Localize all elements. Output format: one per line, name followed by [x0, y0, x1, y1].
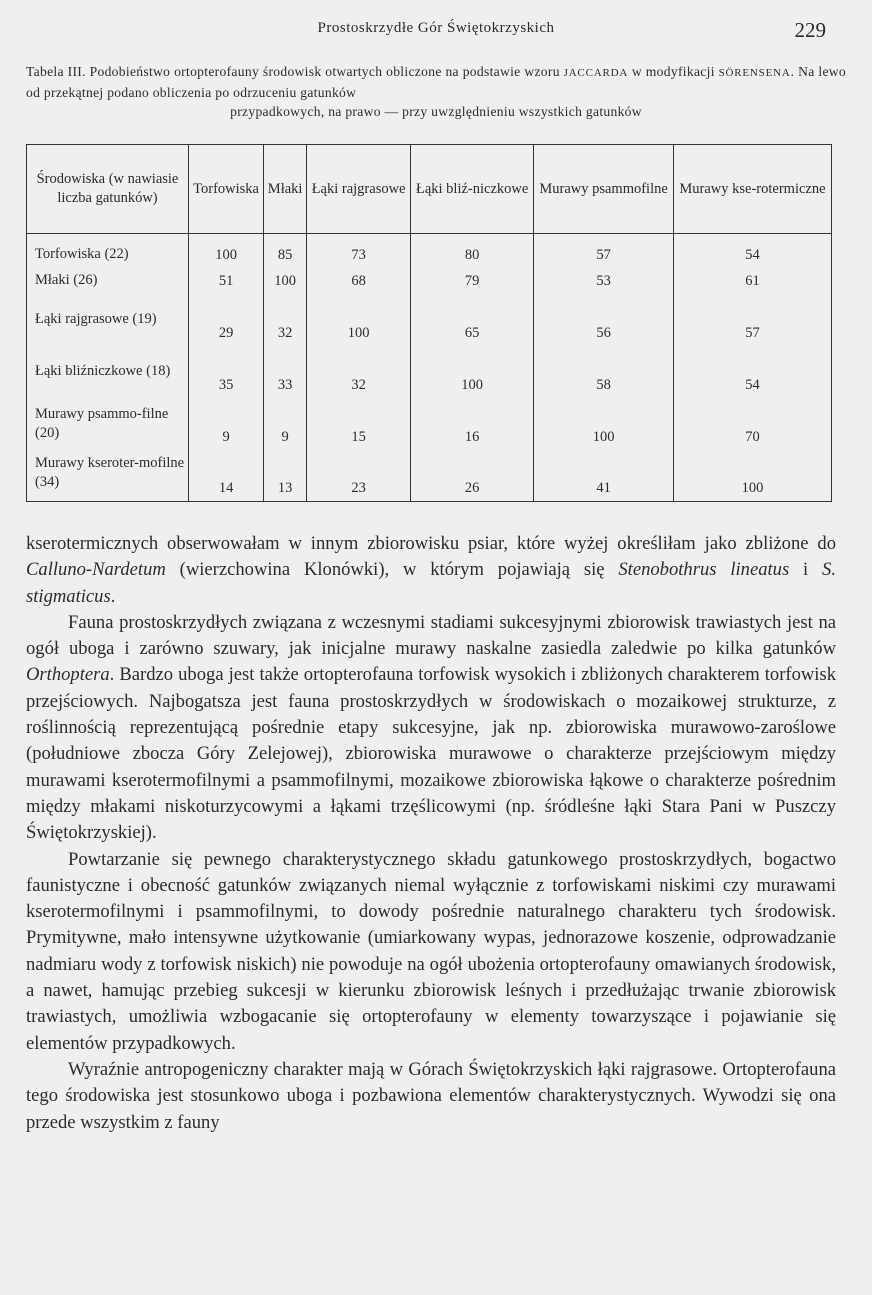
table-cell: 100 — [264, 268, 307, 294]
table-cell: 35 — [189, 346, 264, 398]
table-cell: 16 — [411, 398, 534, 450]
table-cell: 14 — [189, 450, 264, 502]
table-cell: 70 — [673, 398, 831, 450]
table-cell: 26 — [411, 450, 534, 502]
text-run: . — [110, 585, 116, 607]
body-text — [26, 531, 836, 1136]
text-run: kserotermicznych obserwowałam w innym zbiorowisku psiar, które wyżej określiłam jako zbliżone do — [26, 533, 836, 554]
table-cell: 54 — [673, 346, 831, 398]
text-run: Fauna prostoskrzydłych związana z wczesnymi stadiami sukcesyjnymi zbiorowisk trawiastych jest na ogół uboga i zarówno szuwary, jak inicjalne murawy naskalne zasiedla zaledwie po kilka gatunków — [26, 611, 836, 660]
table-cell: 54 — [673, 234, 831, 268]
table-row — [27, 294, 832, 346]
table-cell: 9 — [264, 398, 307, 450]
taxon-name: Stenobothrus lineatus — [618, 559, 790, 581]
table-cell: 9 — [189, 398, 264, 450]
page-header — [0, 18, 872, 48]
table-cell: 58 — [534, 346, 674, 398]
table-header-row — [27, 145, 832, 234]
table-cell: 13 — [264, 450, 307, 502]
table-row — [27, 450, 832, 502]
page-number: 229 — [794, 18, 826, 42]
table-row — [27, 398, 832, 450]
row-label: Murawy kseroter-mofilne (34) — [27, 450, 189, 502]
table-cell: 56 — [534, 294, 674, 346]
table-cell: 79 — [411, 268, 534, 294]
table-cell: 33 — [264, 346, 307, 398]
table-cell: 100 — [307, 294, 411, 346]
table-row — [27, 268, 832, 294]
table-cell: 23 — [307, 450, 411, 502]
row-label: Łąki rajgrasowe (19) — [27, 294, 189, 346]
header-habitats: Środowiska (w nawiasie liczba gatunków) — [27, 145, 189, 234]
caption-text-1: Tabela III. Podobieństwo ortopterofauny środowisk otwartych obliczone na podstawie wzoru — [26, 64, 564, 79]
table-cell: 100 — [411, 346, 534, 398]
taxon-name: S. stigmaticus — [26, 559, 836, 607]
table-cell: 32 — [264, 294, 307, 346]
table-caption — [26, 62, 846, 121]
paragraph — [26, 531, 836, 610]
caption-author-jaccard: JACCARDA — [563, 67, 629, 79]
table-cell: 85 — [264, 234, 307, 268]
header-laki-blizniczkowe: Łąki bliź-niczkowe — [411, 145, 534, 234]
header-torfowiska: Torfowiska — [189, 145, 264, 234]
text-run: (wierzchowina Klonówki), w którym pojawiają się — [165, 559, 619, 581]
similarity-table — [26, 144, 832, 502]
paragraph: Powtarzanie się pewnego charakterystycznego składu gatunkowego prostoskrzydłych, bogactwo faunistyczne i obecność gatunków związanych niemal wyłącznie z torfowiskami niskimi czy murawami kserotermofilnymi i psammofilnymi, to dowody pośrednie naturalnego charakteru tych środowisk. Prymitywne, mało intensywne użytkowanie (umiarkowany wypas, jednorazowe koszenie, odprowadzanie nadmiaru wody z torfowisk niskich) nie powoduje na ogół ubożenia ortopterofauny omawianych środowisk, a nawet, hamując przebieg sukcesji w kierunku zbiorowisk leśnych i przedłużając trwanie zbiorowisk trawiastych, umożliwia wzbogacanie się ortopterofauny w elementy towarzyszące i pojawianie się elementów przypadkowych. — [26, 848, 836, 1054]
table-cell: 61 — [673, 268, 831, 294]
header-murawy-psammofilne: Murawy psammofilne — [534, 145, 674, 234]
table-cell: 57 — [534, 234, 674, 268]
caption-author-sorensen: SÖRENSENA — [718, 67, 791, 79]
header-laki-rajgrasowe: Łąki rajgrasowe — [307, 145, 411, 234]
table-cell: 32 — [307, 346, 411, 398]
caption-text-4: przypadkowych, na prawo — przy uwzględnieniu wszystkich gatunków — [230, 104, 642, 119]
header-murawy-kserotermiczne: Murawy kse-rotermiczne — [673, 145, 831, 234]
taxon-name: Calluno-Nardetum — [26, 559, 166, 581]
table-cell: 53 — [534, 268, 674, 294]
caption-text-2: w modyfikacji — [628, 64, 719, 79]
text-run: . Bardzo uboga jest także ortopterofauna torfowisk wysokich i zbliżonych charakterem torfowisk przejściowych. Najbogatsza jest fauna prostoskrzydłych w środowiskach o mozaikowej strukturze, z roślinnością reprezentującą pośrednie etapy sukcesyjne, jak np. zbiorowiska murawowo-zaroślowe (południowe zbocza Góry Zelejowej), zbiorowiska murawowe o charakterze przejściowym między murawami kserotermofilnymi a psammofilnymi, mozaikowe zbiorowiska łąkowe o charakterze pośrednim między młakami niskoturzycowymi a łąkami trzęślicowymi (np. śródleśne łąki Stara Pani w Puszczy Świętokrzyskiej). — [26, 664, 836, 844]
text-run: i — [789, 559, 823, 581]
table-row — [27, 234, 832, 268]
header-mlaki: Młaki — [264, 145, 307, 234]
table-cell: 57 — [673, 294, 831, 346]
table-cell: 100 — [189, 234, 264, 268]
running-title: Prostoskrzydłe Gór Świętokrzyskich — [317, 20, 555, 36]
table-cell: 15 — [307, 398, 411, 450]
table-cell: 29 — [189, 294, 264, 346]
table-cell: 41 — [534, 450, 674, 502]
table-cell: 73 — [307, 234, 411, 268]
taxon-name: Orthoptera — [26, 664, 110, 686]
table-cell: 51 — [189, 268, 264, 294]
table-cell: 100 — [673, 450, 831, 502]
row-label: Łąki bliźniczkowe (18) — [27, 346, 189, 398]
table-cell: 68 — [307, 268, 411, 294]
table-cell: 80 — [411, 234, 534, 268]
row-label: Murawy psammo-filne (20) — [27, 398, 189, 450]
paragraph: Wyraźnie antropogeniczny charakter mają w Górach Świętokrzyskich łąki rajgrasowe. Ortopterofauna tego środowiska jest stosunkowo uboga i pozbawiona elementów charakterystycznych. Wywodzi się ona przede wszystkim z fauny — [26, 1058, 836, 1133]
table-cell: 100 — [534, 398, 674, 450]
row-label: Torfowiska (22) — [27, 234, 189, 268]
row-label: Młaki (26) — [27, 268, 189, 294]
paragraph — [26, 610, 836, 847]
caption-text-3: . Na lewo od przekątnej podano obliczenia po odrzuceniu gatunków — [26, 64, 846, 100]
table-cell: 65 — [411, 294, 534, 346]
table-row — [27, 346, 832, 398]
